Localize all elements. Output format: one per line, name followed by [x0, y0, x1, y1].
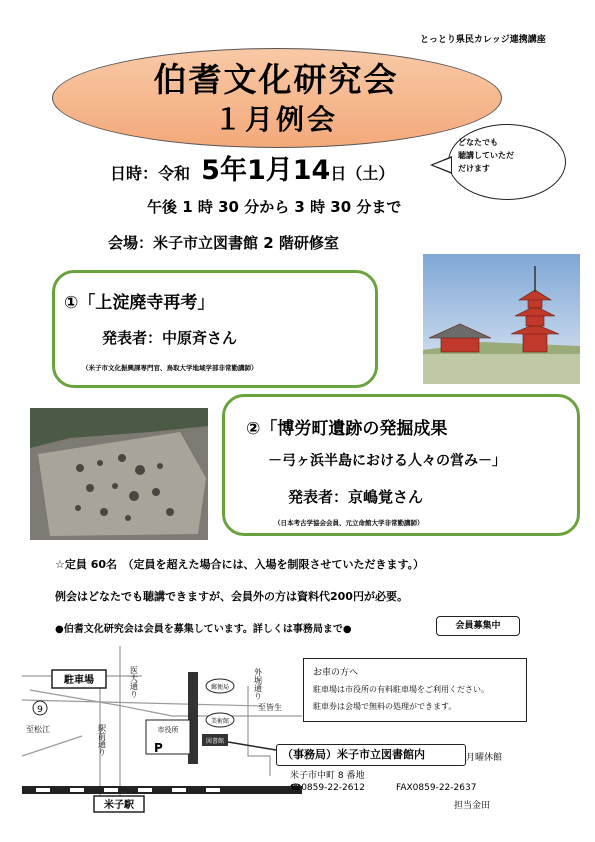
- org-label: とっとり県民カレッジ連携講座: [420, 35, 546, 45]
- recruit-tag: 会員募集中: [436, 616, 520, 636]
- event-venue: 会場：米子市立図書館 2 階研修室: [108, 234, 339, 252]
- fee-notice: 例会はどなたでも聴講できますが、会員外の方は資料代200円が必要。: [55, 590, 408, 603]
- car-info-title: お車の方へ: [313, 668, 359, 678]
- map-station: 米子駅: [104, 800, 134, 811]
- speech-bubble-text: どなたでも 聴講していただ だけます: [458, 138, 514, 173]
- office-label: （事務局）米子市立図書館内: [282, 748, 425, 761]
- map-library: 図書館: [205, 738, 225, 745]
- talk1-title: ①「上淀廃寺再考」: [64, 293, 215, 313]
- map-to-kaike: 至皆生: [258, 703, 282, 712]
- office-fax: FAX0859-22-2637: [396, 783, 477, 793]
- event-date: 日時：令和 5年1月14日（土）: [110, 155, 395, 186]
- capacity-note: ☆定員 60名 （定員を超えた場合には、入場を制限させていただきます。）: [55, 558, 425, 571]
- map-parking-label: 駐車場: [64, 675, 94, 686]
- pagoda-image: [423, 254, 580, 384]
- map-sotobori-street: 外堀通り: [253, 668, 263, 700]
- page-subtitle: １月例会: [213, 103, 338, 136]
- talk2-affiliation: （日本考古学協会会員、元立命館大学非常勤講師）: [274, 519, 424, 527]
- map-city-hall: 市役所: [157, 726, 179, 734]
- talk2-title: ②「博労町遺跡の発掘成果: [246, 419, 448, 439]
- talk1-affiliation: （米子市文化振興課専門官、鳥取大学地域学部非常勤講師）: [82, 364, 258, 372]
- map-parking-p: P: [154, 741, 163, 755]
- talk2-subtitle: －弓ヶ浜半島における人々の営み－」: [268, 453, 506, 469]
- map-route9: 9: [37, 705, 43, 715]
- map-ekimae-street: 駅前通り: [97, 724, 107, 756]
- closed-day: 月曜休館: [466, 753, 503, 763]
- car-info-line1: 駐車場は市役所の有料駐車場をご利用ください。: [313, 685, 489, 694]
- office-contact: 担当金田: [454, 801, 491, 811]
- office-address: 米子市中町 8 番地: [290, 771, 365, 781]
- car-info-line2: 駐車券は会場で無料の処理ができます。: [313, 702, 457, 711]
- access-map: [22, 646, 302, 816]
- map-museum: 美術館: [210, 718, 230, 725]
- office-phone: ☎0859-22-2612: [290, 783, 365, 793]
- event-time: 午後 1 時 30 分から 3 時 30 分まで: [147, 198, 402, 216]
- page-title: 伯耆文化研究会: [153, 60, 399, 99]
- map-iodai-street: 医大通り: [129, 666, 139, 698]
- map-to-matsue: 至松江: [26, 725, 50, 734]
- map-kyusha: 郵便局: [210, 684, 230, 691]
- talk1-presenter: 発表者：中原斉さん: [102, 329, 238, 347]
- recruit-note: ●伯耆文化研究会は会員を募集しています。詳しくは事務局まで●: [55, 624, 352, 635]
- talk2-presenter: 発表者：京嶋覚さん: [288, 488, 424, 506]
- excavation-image: [30, 408, 208, 540]
